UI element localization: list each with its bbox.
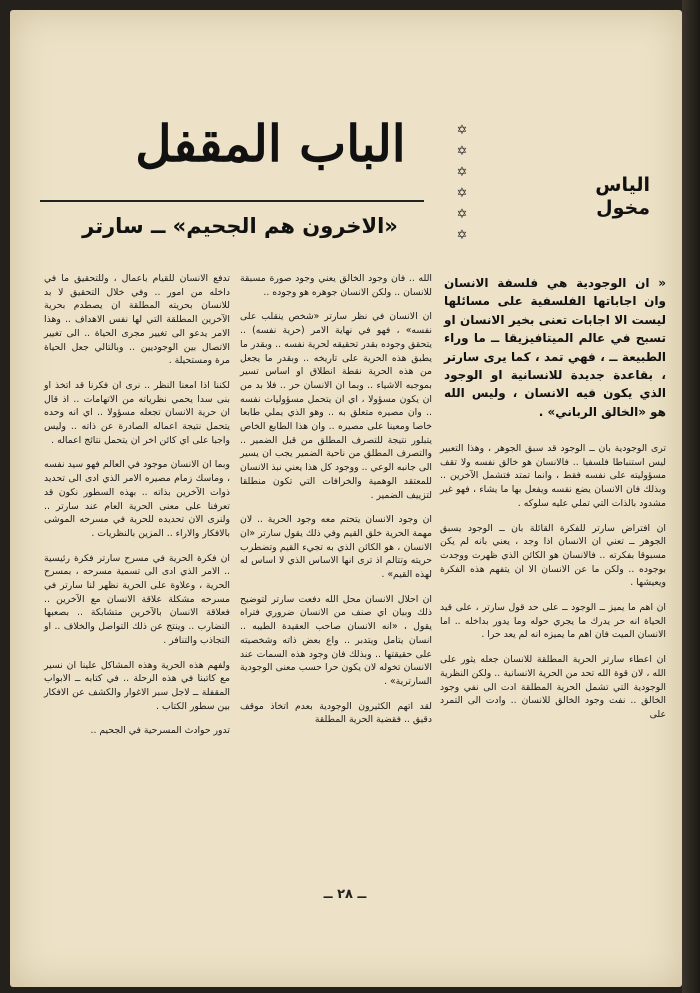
star-icon: ✡ bbox=[456, 228, 468, 243]
star-icon: ✡ bbox=[456, 123, 468, 138]
paragraph: ان افتراض سارتر للفكرة القائلة بان ــ الوجود يسبق الجوهر ــ تعني ان الانسان اذا وجد ، يعني بانه لم يكن مسبوقا بفكرته .. فالانسان هو الكائن الذي ظهرت ووجدت بوجوده .. ولكن ما عن الانسان الا ان يتفهم هذه الفكرة ويعيشها . bbox=[440, 522, 666, 589]
star-icon: ✡ bbox=[456, 207, 468, 222]
paragraph: الله .. فان وجود الخالق يعني وجود صورة مسبقة للانسان .. ولكن الانسان جوهره هو وجوده .. bbox=[240, 273, 432, 298]
paragraph: تدفع الانسان للقيام باعمال ، وللتحقيق ما في داخله من امور .. وفي خلال التحقيق لا بد للانسان بحريته المطلقة ان يصطدم بحرية الآخرين المطلقة التي لها نفس الاهداف .. وهذا الامر يدعو الى تغيير مجرى الحياة .. الى تغيير الاتصال بين الوجوديين .. وبالتالي جعل الحياة مرة ومستحيلة . bbox=[44, 273, 230, 367]
author-name bbox=[530, 174, 650, 220]
column-middle bbox=[240, 272, 432, 738]
column-right bbox=[440, 442, 666, 733]
page-edge-shadow bbox=[682, 0, 700, 993]
lead-paragraph: « ان الوجودية هي فلسفة الانسان وان اجاباتها الفلسفية على مسائلها ليست الا اجابات تعنى بخير الانسان او تسبح في عالم الميتافيزيقا ــ ما وراء الطبيعة ــ ، فهي تمد ، كما يرى سارتر ، بقاعدة جديدة للانسانية او الوجود الذي يكون فيه الانسان ، وليس الله هو «الخالق الرباني» . bbox=[444, 276, 666, 419]
article-subtitle: «الاخرون هم الجحيم» ــ سارتر bbox=[82, 214, 398, 238]
article-title: الباب المقفل bbox=[135, 114, 406, 173]
star-icon: ✡ bbox=[456, 144, 468, 159]
star-icon: ✡ bbox=[456, 165, 468, 180]
title-divider bbox=[40, 200, 424, 202]
paragraph: ان فكرة الحرية في مسرح سارتر فكرة رئيسية .. الامر الذي ادى الى تسمية مسرحه ، بمسرح الحرية ، وعلاوة على الحرية نظهر لنا سارتر في مسرحه مشكلة علاقة الانسان مع الآخرين .. فعلاقة الانسان بالآخرين متشابكة .. بصعبها التضارب .. وينتج عن ذلك التواصل والخلاف .. او التجاذب والتنافر . bbox=[44, 552, 230, 646]
paragraph: ان اهم ما يميز ــ الوجود ــ على حد قول سارتر ، على قيد الحياة انه حر يدرك ما يجري حوله وما يدور بداخله .. اما الانسان الميت فان اهم ما يميزه انه لم يعد حرا . bbox=[440, 602, 666, 641]
paragraph: لقد اتهم الكثيرون الوجودية بعدم اتخاذ موقف دقيق .. فقضية الحرية المطلقة bbox=[240, 700, 432, 726]
paragraph: ولفهم هذه الحرية وهذه المشاكل علينا ان نسير مع كاتبنا في هذه الرحلة .. في كتابه ــ الابواب المقفلة ــ لاجل سبر الاغوار والكشف عن الافكار بين سطور الكتاب . bbox=[44, 659, 230, 712]
paragraph: ان اعطاء سارتر الحرية المطلقة للانسان جعله يثور على الله ، لان قوة الله تحد من الحرية الانسانية .. ولكن النظرية الوجودية التي تشمل الحرية المطلقة ادت الى نفي وجود الخالق .. نفت وجود الخالق للانسان .. وادت الى التمرد على bbox=[440, 654, 666, 720]
paragraph: تدور حوادث المسرحية في الجحيم .. bbox=[90, 725, 230, 737]
star-icon: ✡ bbox=[456, 186, 468, 201]
author-first-name: الياس bbox=[595, 174, 650, 196]
column-left bbox=[44, 272, 230, 749]
star-ornament-column bbox=[454, 122, 470, 244]
author-last-name: مخول bbox=[596, 197, 650, 219]
paragraph: ان وجود الانسان يتحتم معه وجود الحرية .. لان مهمة الحرية خلق القيم وفي ذلك يقول سارتر «ان الانسان ، هو الكائن الذي به تجيء القيم وتضطرب حريته وتتالم اذ ترى انها الاساس الذي لا اساس له لهذه القيم» . bbox=[240, 514, 432, 581]
page-number: ــ ٢٨ ــ bbox=[323, 887, 367, 902]
paragraph: ترى الوجودية بان ــ الوجود قد سبق الجوهر ، وهذا التعبير ليس استنباطا فلسفيا .. فالانسان هو خالق نفسه ولا تقف مسؤوليته على نفسه فقط ، وانما تمتد فتشمل الآخرين .. وبذلك فان الانسان يضع نفسه ويفعل بها ما يشاء ، فهو غير مشدود بالذات التي تملي عليه سلوكه . bbox=[440, 443, 666, 509]
magazine-page bbox=[10, 10, 682, 987]
paragraph: وبما ان الانسان موجود في العالم فهو سيد نفسه ، وماسك زمام مصيره الامر الذي ادى الى تحديد ذوات الآخرين بذاته .. بهذه السطور نكون قد تعرفنا على معنى الحرية العام عند سارتر .. ولنرى الان تحديده للحرية في مسرحه الموشى بالافكار والاراء .. المزين بالنظريات . bbox=[44, 459, 230, 539]
paragraph: ان احلال الانسان محل الله دفعت سارتر لتوضيح ذلك وبيان اي صنف من الانسان ضروري فتراه يقول ، «انه الانسان صاحب العقيدة الطيبه .. انسان يتامل ويتدبر .. واع بعض ذاته وشخصيته على حقيقتها .. وبذلك فان وجود هذه السمات عند الانسان تخوله لان يكون حرا حسب معنى الوجودية السارترية» . bbox=[240, 593, 432, 687]
paragraph: لكننا اذا امعنا النظر .. نرى ان فكرنا قد اتخذ او بنى سدا يحمي نظرياته من الاتهامات .. اذ قال ان حرية الانسان تجعله مسؤولا .. اي انه وحده يتحمل نتيجة اعماله الصادرة عن ذاته .. وليس واجبا على اي كائن اخر ان يتحمل نتائج اعماله . bbox=[44, 379, 230, 446]
paragraph: ان الانسان في نظر سارتر «شخص ينقلب على نفسه» ، فهو في نهاية الامر (حرية نفسه) .. يتحقق وجوده بقدر تحقيقه لحرية نفسه .. وبقدر ما يطبق هذه الحرية على تاريخه .. وبقدر ما يجعل من هذه الحرية نقطة انطلاق او اساس تسير بموجبه الاشياء .. وبما ان الانسان حر .. فلا بد من ان يكون مسؤولا ، اي ان يتحمل مسؤوليات نفسه .. وان مصيره متعلق به .. وهو الذي يملي طابعا خاصا ومعينا على مصيره .. وان هذا الطابع الخاص يتبلور نتيجة للتصرف المطلق من قبل الضمير .. والتصرف المطلق من ناحية الضمير يجب ان يسير الى جانبه الوعي .. ووجود كل هذا يعني نبذ الانسان للمعتقد الوهمية والخرافات التي تكون منطلقا لتزييف الضمير . bbox=[240, 311, 432, 501]
